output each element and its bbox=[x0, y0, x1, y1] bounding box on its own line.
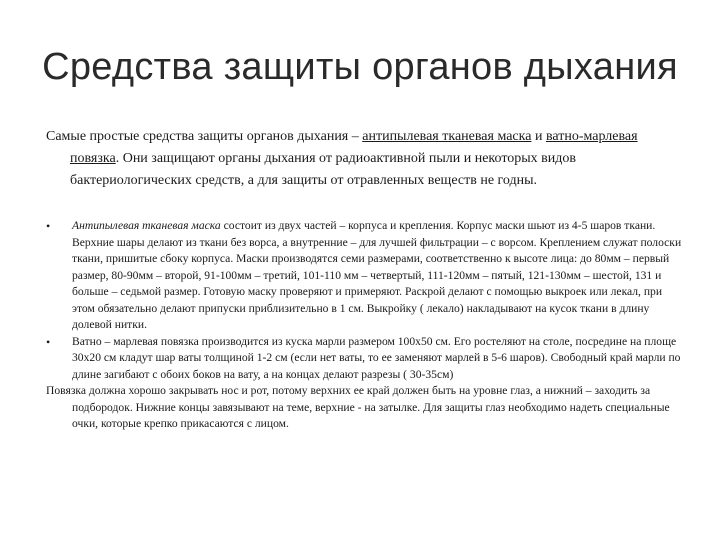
intro-text-3: . Они защищают органы дыхания от радиоактивной пыли и некоторых видов бактериологических средств, а для защиты от отравленных веществ не годны. bbox=[70, 151, 576, 188]
bullet-mask-heading: Антипылевая тканевая маска bbox=[72, 219, 221, 232]
intro-text-2: и bbox=[531, 129, 546, 144]
closing-paragraph: Повязка должна хорошо закрывать нос и рот, потому верхних ее край должен быть на уровне глаз, а нижний – заходить за подбородок. Нижние концы завязывают на теме, верхние - на затылке. Для защиты глаз необходимо надеть специальные очки, которые крепко прикасаются с лицом. bbox=[46, 384, 670, 430]
bullet-bandage-text: Ватно – марлевая повязка производится из куска марли размером 100х50 см. Его ростеляют на столе, посредине на площе 30х20 см кладут шар ваты толщиной 1-2 см (если нет ваты, то ее заменяют марлей в 5-6 шаров). Свободный край марли по длине загибают с обоих боков на вату, а на концах делают разрезы ( 30-35см) bbox=[72, 334, 681, 381]
intro-text-1: Самые простые средства защиты органов дыхания – bbox=[46, 129, 363, 144]
slide-body bbox=[46, 126, 686, 433]
bullet-bandage bbox=[46, 334, 686, 384]
bullet-mask-text: состоит из двух частей – корпуса и крепления. Корпус маски шьют из 4-5 шаров ткани. Верхние шары делают из ткани без ворса, а внутренние – для лучшей фильтрации – с ворсом. Креплением служат полоски ткани, пришитые сбоку корпуса. Маски производятся семи размерами, соответственно к высоте лица: до 80мм – первый размер, 80-90мм – второй, 91-100мм – третий, 101-110 мм – четвертый, 111-120мм – пятый, 121-130мм – шестой, 131 и больше – седьмой размер. Готовую маску проверяют и примеряют. Раскрой делают с помощью выкроек или лекал, при этом обязательно делают припуски приблизительно в 1 см. Выкройку ( лекало) накладывают на кусок ткани в длину долевой нитки. bbox=[72, 219, 682, 331]
intro-link-mask: антипылевая тканевая маска bbox=[362, 129, 532, 144]
slide-title: Средства защиты органов дыхания bbox=[42, 46, 678, 88]
intro-link-bandage: ватно-марлевая повязка bbox=[70, 129, 638, 166]
bullet-mask bbox=[46, 218, 686, 334]
intro-paragraph bbox=[46, 126, 686, 192]
bullet-marker: • bbox=[46, 219, 51, 233]
bullet-marker: • bbox=[46, 334, 51, 349]
